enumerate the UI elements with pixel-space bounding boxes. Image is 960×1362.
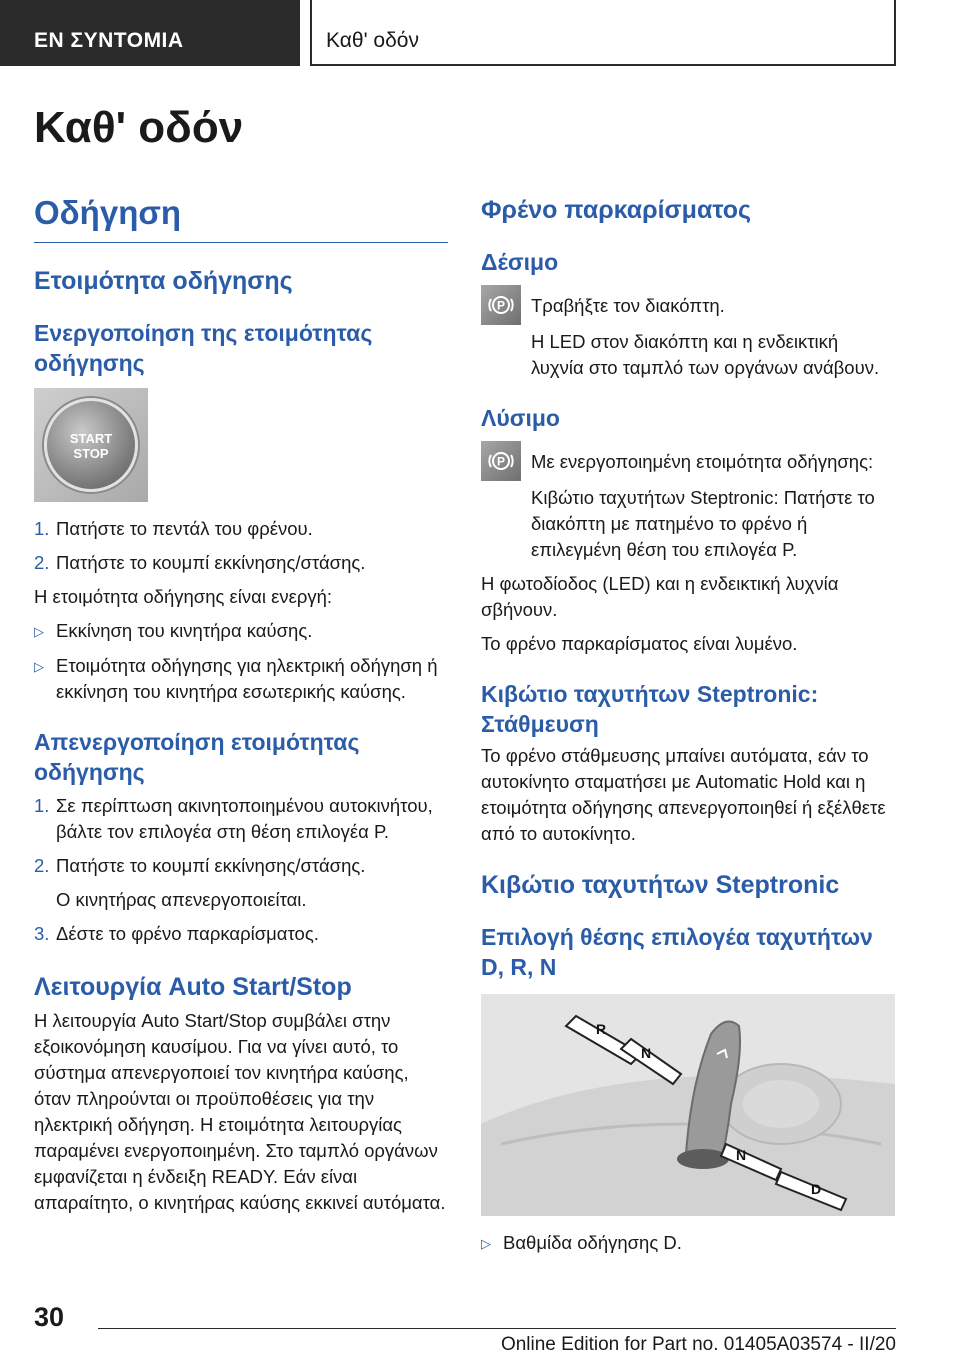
step-number: 3. (34, 923, 50, 944)
start-stop-button-image (34, 388, 148, 502)
page-number: 30 (34, 1302, 65, 1332)
list-item (34, 793, 448, 845)
heading-steptronic: Κιβώτιο ταχυτήτων Steptronic (481, 871, 840, 899)
gear-selector-illustration (481, 994, 895, 1216)
bullet-triangle-icon: ▷ (481, 1236, 491, 1251)
start-stop-button-icon (44, 398, 138, 492)
deactivate-note: Ο κινητήρας απενεργοποιείται. (56, 889, 307, 910)
parking-brake-switch-icon (481, 285, 521, 325)
tab-current-chapter[interactable]: Καθ' οδόν (310, 0, 896, 66)
footer-divider (98, 1328, 896, 1329)
heading-readiness: Ετοιμότητα οδήγησης (34, 267, 293, 295)
step-number: 2. (34, 855, 50, 876)
tab-bar (0, 0, 960, 66)
start-label: START (69, 431, 113, 446)
heading-steptronic-parking: Κιβώτιο ταχυτήτων Steptronic: Στάθμευση (481, 681, 819, 737)
deactivate-steps-list (34, 793, 448, 947)
heading-parking-brake: Φρένο παρκαρίσματος (481, 196, 752, 224)
gear-caption: Βαθμίδα οδήγησης D. (503, 1232, 682, 1253)
chapter-title: Καθ' οδόν (34, 103, 244, 152)
list-item (34, 516, 448, 542)
release-line-2: Κιβώτιο ταχυτήτων Steptronic: Πατήστε το διακόπτη με πατημένο το φρένο ή επιλεγμένη θέση του επιλογέα P. (531, 487, 875, 560)
release-line-4: Το φρένο παρκαρίσματος είναι λυμένο. (481, 633, 798, 654)
list-item (34, 921, 448, 947)
list-item (34, 653, 448, 705)
activate-steps-list (34, 516, 448, 576)
apply-line-2: Η LED στον διακόπτη και η ενδεικτική λυχνία στο ταμπλό των οργάνων ανάβουν. (531, 331, 880, 378)
heading-auto-start-stop: Λειτουργία Auto Start/Stop (34, 973, 352, 1001)
svg-text:P: P (496, 298, 506, 313)
release-row (481, 441, 895, 481)
step-number: 2. (34, 552, 50, 573)
gear-selector-image (481, 994, 895, 1216)
step-text: Δέστε το φρένο παρκαρίσματος. (56, 923, 319, 944)
step-text: Σε περίπτωση ακινητοποιημένου αυτοκινήτου, βάλτε τον επιλογέα στη θέση επιλογέα P. (56, 795, 433, 842)
step-text: Πατήστε το κουμπί εκκίνησης/στάσης. (56, 552, 366, 573)
heading-deactivate-readiness: Απενεργοποίηση ετοιμότητας οδήγησης (34, 729, 360, 785)
bullet-text: Ετοιμότητα οδήγησης για ηλεκτρική οδήγηση ή εκκίνηση του κινητήρα εσωτερικής καύσης. (56, 655, 438, 702)
step-number: 1. (34, 795, 50, 816)
footer-edition: Online Edition for Part no. 01405A03574 - II/20 (500, 1334, 896, 1355)
apply-row (481, 285, 895, 325)
step-text: Πατήστε το πεντάλ του φρένου. (56, 518, 313, 539)
step-text: Πατήστε το κουμπί εκκίνησης/στάσης. (56, 855, 366, 876)
bullet-triangle-icon: ▷ (34, 624, 44, 639)
step-number: 1. (34, 518, 50, 539)
auto-start-stop-text: Η λειτουργία Auto Start/Stop συμβάλει στην εξοικονόμηση καυσίμου. Για να γίνει αυτό, το σύστημα απενεργοποιεί τον κινητήρα καύσης, όταν πληρούνται οι προϋποθέσεις για την ηλεκτρική οδήγηση. Η ετοιμότητα λειτουργίας παραμένει ενεργοποιημένη. Στο ταμπλό οργάνων εμφανίζεται η ένδειξη READY. Εάν είναι απαραίτητο, ο κινητήρας καύσης εκκινεί αυτόματα. (34, 1010, 446, 1213)
apply-line-1: Τραβήξτε τον διακόπτη. (531, 295, 725, 316)
steptronic-parking-text: Το φρένο στάθμευσης μπαίνει αυτόματα, εάν το αυτοκίνητο σταματήσει με Automatic Hold και η ετοιμότητα οδήγησης απενεργοποιηθεί ή εξέλθετε από το αυτοκίνητο. (481, 745, 886, 844)
list-item (481, 1230, 895, 1257)
tab-section[interactable]: ΕΝ ΣΥΝΤΟΜΙΑ (0, 0, 300, 66)
list-item (34, 618, 448, 645)
stop-label: STOP (73, 446, 109, 461)
bullet-triangle-icon: ▷ (34, 659, 44, 674)
gear-label-d: D (811, 1181, 822, 1197)
list-item (34, 853, 448, 879)
readiness-active-intro: Η ετοιμότητα οδήγησης είναι ενεργή: (34, 586, 333, 607)
active-items-list (34, 618, 448, 705)
release-line-1: Με ενεργοποιημένη ετοιμότητα οδήγησης: (531, 451, 874, 472)
list-item (34, 550, 448, 576)
gear-label-n: N (641, 1045, 652, 1061)
gear-label-n-lower: N (736, 1147, 747, 1163)
right-column (481, 190, 895, 1257)
left-column (34, 190, 448, 1216)
heading-apply: Δέσιμο (481, 249, 559, 275)
svg-text:P: P (496, 454, 506, 469)
heading-driving: Οδήγηση (34, 190, 448, 243)
heading-activate-readiness: Ενεργοποίηση της ετοιμότητας οδήγησης (34, 320, 373, 376)
release-line-3: Η φωτοδίοδος (LED) και η ενδεικτική λυχνία σβήνουν. (481, 573, 839, 620)
heading-release: Λύσιμο (481, 405, 560, 431)
parking-brake-switch-icon (481, 441, 521, 481)
bullet-text: Εκκίνηση του κινητήρα καύσης. (56, 620, 313, 641)
gear-label-r: R (596, 1021, 607, 1037)
heading-select-gear: Επιλογή θέσης επιλογέα ταχυτήτων D, R, N (481, 924, 873, 980)
